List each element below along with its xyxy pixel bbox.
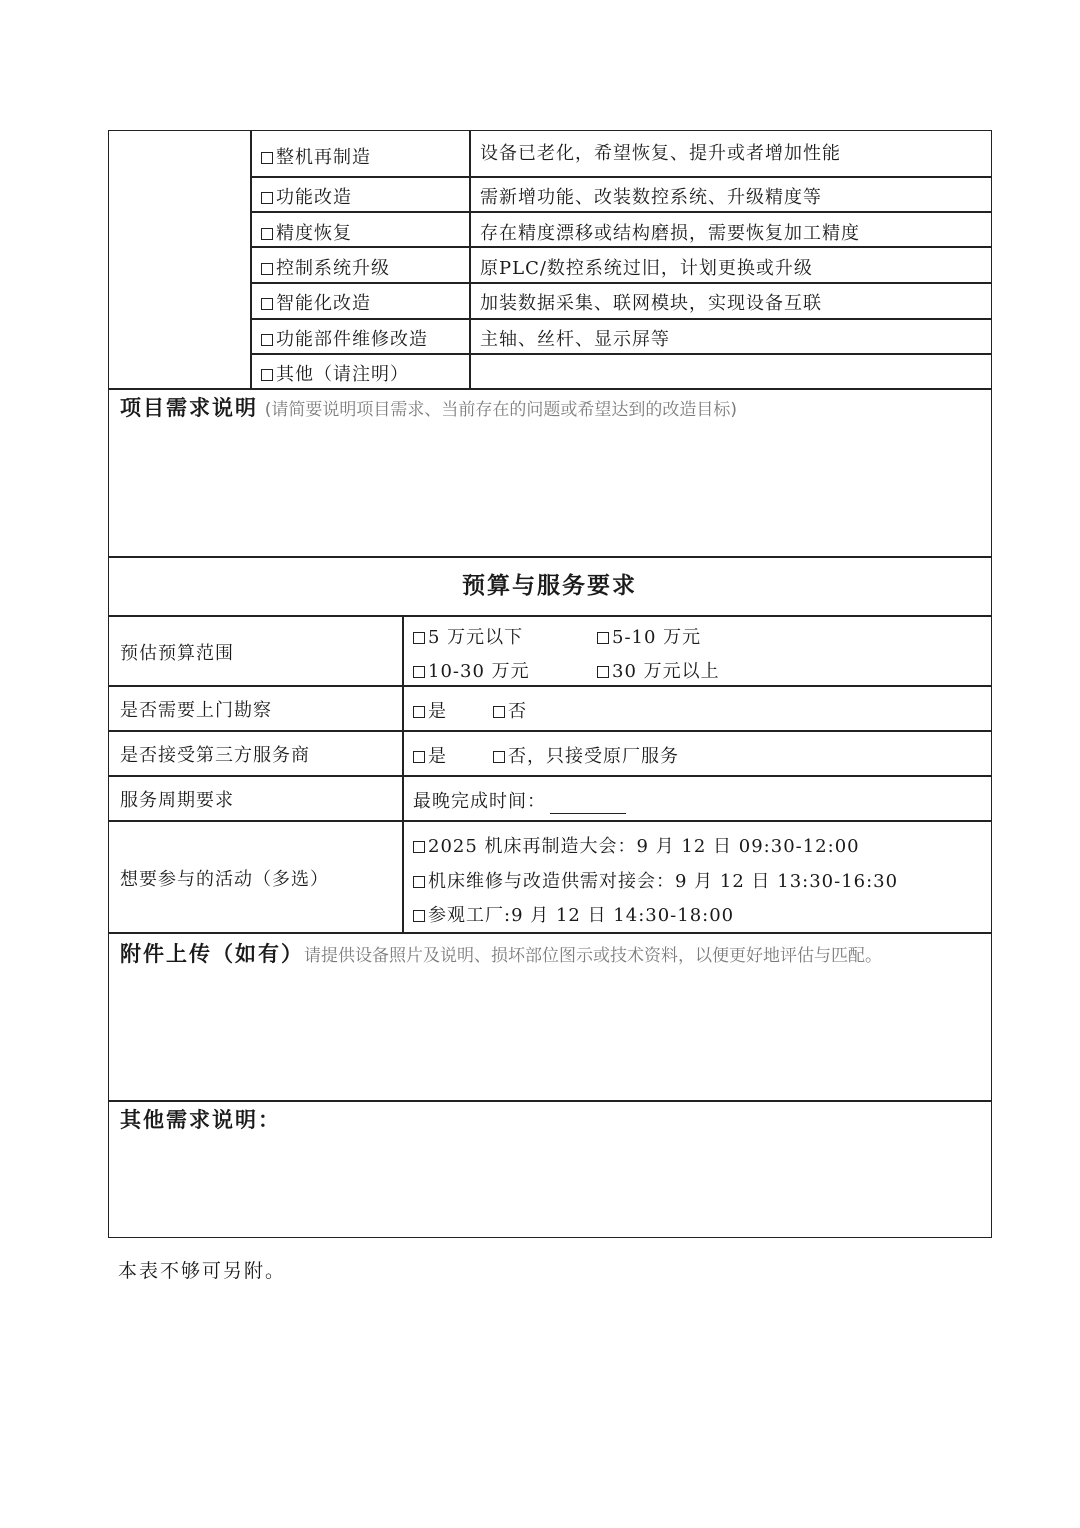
checkbox-icon[interactable] — [261, 298, 273, 310]
row-divider — [108, 820, 992, 822]
row-divider — [108, 1100, 992, 1102]
third-party-yes[interactable]: 是 — [413, 745, 447, 769]
footnote: 本表不够可另附。 — [118, 1260, 287, 1282]
row-divider — [108, 730, 992, 732]
budget-label: 预估预算范围 — [120, 643, 234, 664]
attachments-hint: 请提供设备照片及说明、损坏部位图示或技术资料，以便更好地评估与匹配。 — [304, 946, 882, 966]
section-title: 预算与服务要求 — [462, 572, 637, 599]
third-party-no[interactable]: 否，只接受原厂服务 — [493, 745, 679, 769]
row-divider — [250, 282, 992, 284]
budget-option[interactable]: 30 万元以上 — [597, 660, 720, 684]
row-divider — [250, 353, 992, 355]
checkbox-icon[interactable] — [261, 228, 273, 240]
checkbox-icon[interactable] — [261, 152, 273, 164]
option-description: 主轴、丝杆、显示屏等 — [480, 329, 670, 350]
row-divider — [250, 246, 992, 248]
option-description: 设备已老化，希望恢复、提升或者增加性能 — [480, 143, 841, 164]
option-description: 需新增功能、改装数控系统、升级精度等 — [480, 187, 822, 208]
activity-option[interactable]: 参观工厂:9 月 12 日 14:30-18:00 — [413, 904, 734, 928]
activities-label: 想要参与的活动（多选） — [120, 869, 329, 890]
attachments-field[interactable] — [120, 942, 882, 968]
checkbox-icon[interactable] — [493, 751, 505, 763]
budget-option[interactable]: 5 万元以下 — [413, 626, 523, 650]
col-divider — [402, 615, 404, 933]
site-visit-no[interactable]: 否 — [493, 700, 527, 724]
project-desc-field[interactable] — [120, 396, 737, 422]
activity-option[interactable]: 2025 机床再制造大会：9 月 12 日 09:30-12:00 — [413, 835, 860, 859]
checkbox-icon[interactable] — [597, 632, 609, 644]
checkbox-icon[interactable] — [261, 263, 273, 275]
checkbox-icon[interactable] — [261, 192, 273, 204]
checkbox-icon[interactable] — [261, 369, 273, 381]
checkbox-icon[interactable] — [413, 751, 425, 763]
checkbox-icon[interactable] — [413, 706, 425, 718]
deadline-field[interactable]: 最晚完成时间： — [413, 790, 626, 814]
row-divider — [108, 775, 992, 777]
row-divider — [108, 388, 992, 390]
option-checkbox[interactable]: 整机再制造 — [261, 146, 371, 170]
option-checkbox[interactable]: 控制系统升级 — [261, 257, 390, 281]
checkbox-icon[interactable] — [261, 334, 273, 346]
option-checkbox[interactable]: 其他（请注明） — [261, 363, 409, 387]
checkbox-icon[interactable] — [413, 841, 425, 853]
option-checkbox[interactable]: 智能化改造 — [261, 292, 371, 316]
row-divider — [250, 211, 992, 213]
row-divider — [108, 556, 992, 558]
row-divider — [108, 932, 992, 934]
row-divider — [108, 615, 992, 617]
attachments-title: 附件上传（如有） — [120, 941, 304, 966]
checkbox-icon[interactable] — [493, 706, 505, 718]
deadline-input[interactable] — [550, 795, 626, 814]
option-description: 存在精度漂移或结构磨损，需要恢复加工精度 — [480, 223, 860, 244]
third-party-label: 是否接受第三方服务商 — [120, 745, 310, 766]
option-checkbox[interactable]: 功能部件维修改造 — [261, 328, 428, 352]
col-divider — [469, 130, 471, 389]
checkbox-icon[interactable] — [413, 666, 425, 678]
option-description: 加装数据采集、联网模块，实现设备互联 — [480, 293, 822, 314]
checkbox-icon[interactable] — [413, 910, 425, 922]
site-visit-label: 是否需要上门勘察 — [120, 700, 272, 721]
col-divider — [250, 130, 252, 389]
project-desc-hint: (请简要说明项目需求、当前存在的问题或希望达到的改造目标) — [264, 400, 737, 420]
project-desc-title: 项目需求说明 — [120, 395, 258, 420]
budget-option[interactable]: 5-10 万元 — [597, 626, 701, 650]
other-needs-title: 其他需求说明： — [120, 1107, 281, 1132]
option-description: 原PLC/数控系统过旧，计划更换或升级 — [480, 258, 813, 279]
row-divider — [108, 685, 992, 687]
checkbox-icon[interactable] — [413, 876, 425, 888]
row-divider — [250, 318, 992, 320]
option-checkbox[interactable]: 功能改造 — [261, 186, 352, 210]
activity-option[interactable]: 机床维修与改造供需对接会：9 月 12 日 13:30-16:30 — [413, 870, 898, 894]
budget-option[interactable]: 10-30 万元 — [413, 660, 530, 684]
row-divider — [250, 176, 992, 178]
site-visit-yes[interactable]: 是 — [413, 700, 447, 724]
checkbox-icon[interactable] — [597, 666, 609, 678]
checkbox-icon[interactable] — [413, 632, 425, 644]
service-period-label: 服务周期要求 — [120, 790, 234, 811]
option-checkbox[interactable]: 精度恢复 — [261, 222, 352, 246]
